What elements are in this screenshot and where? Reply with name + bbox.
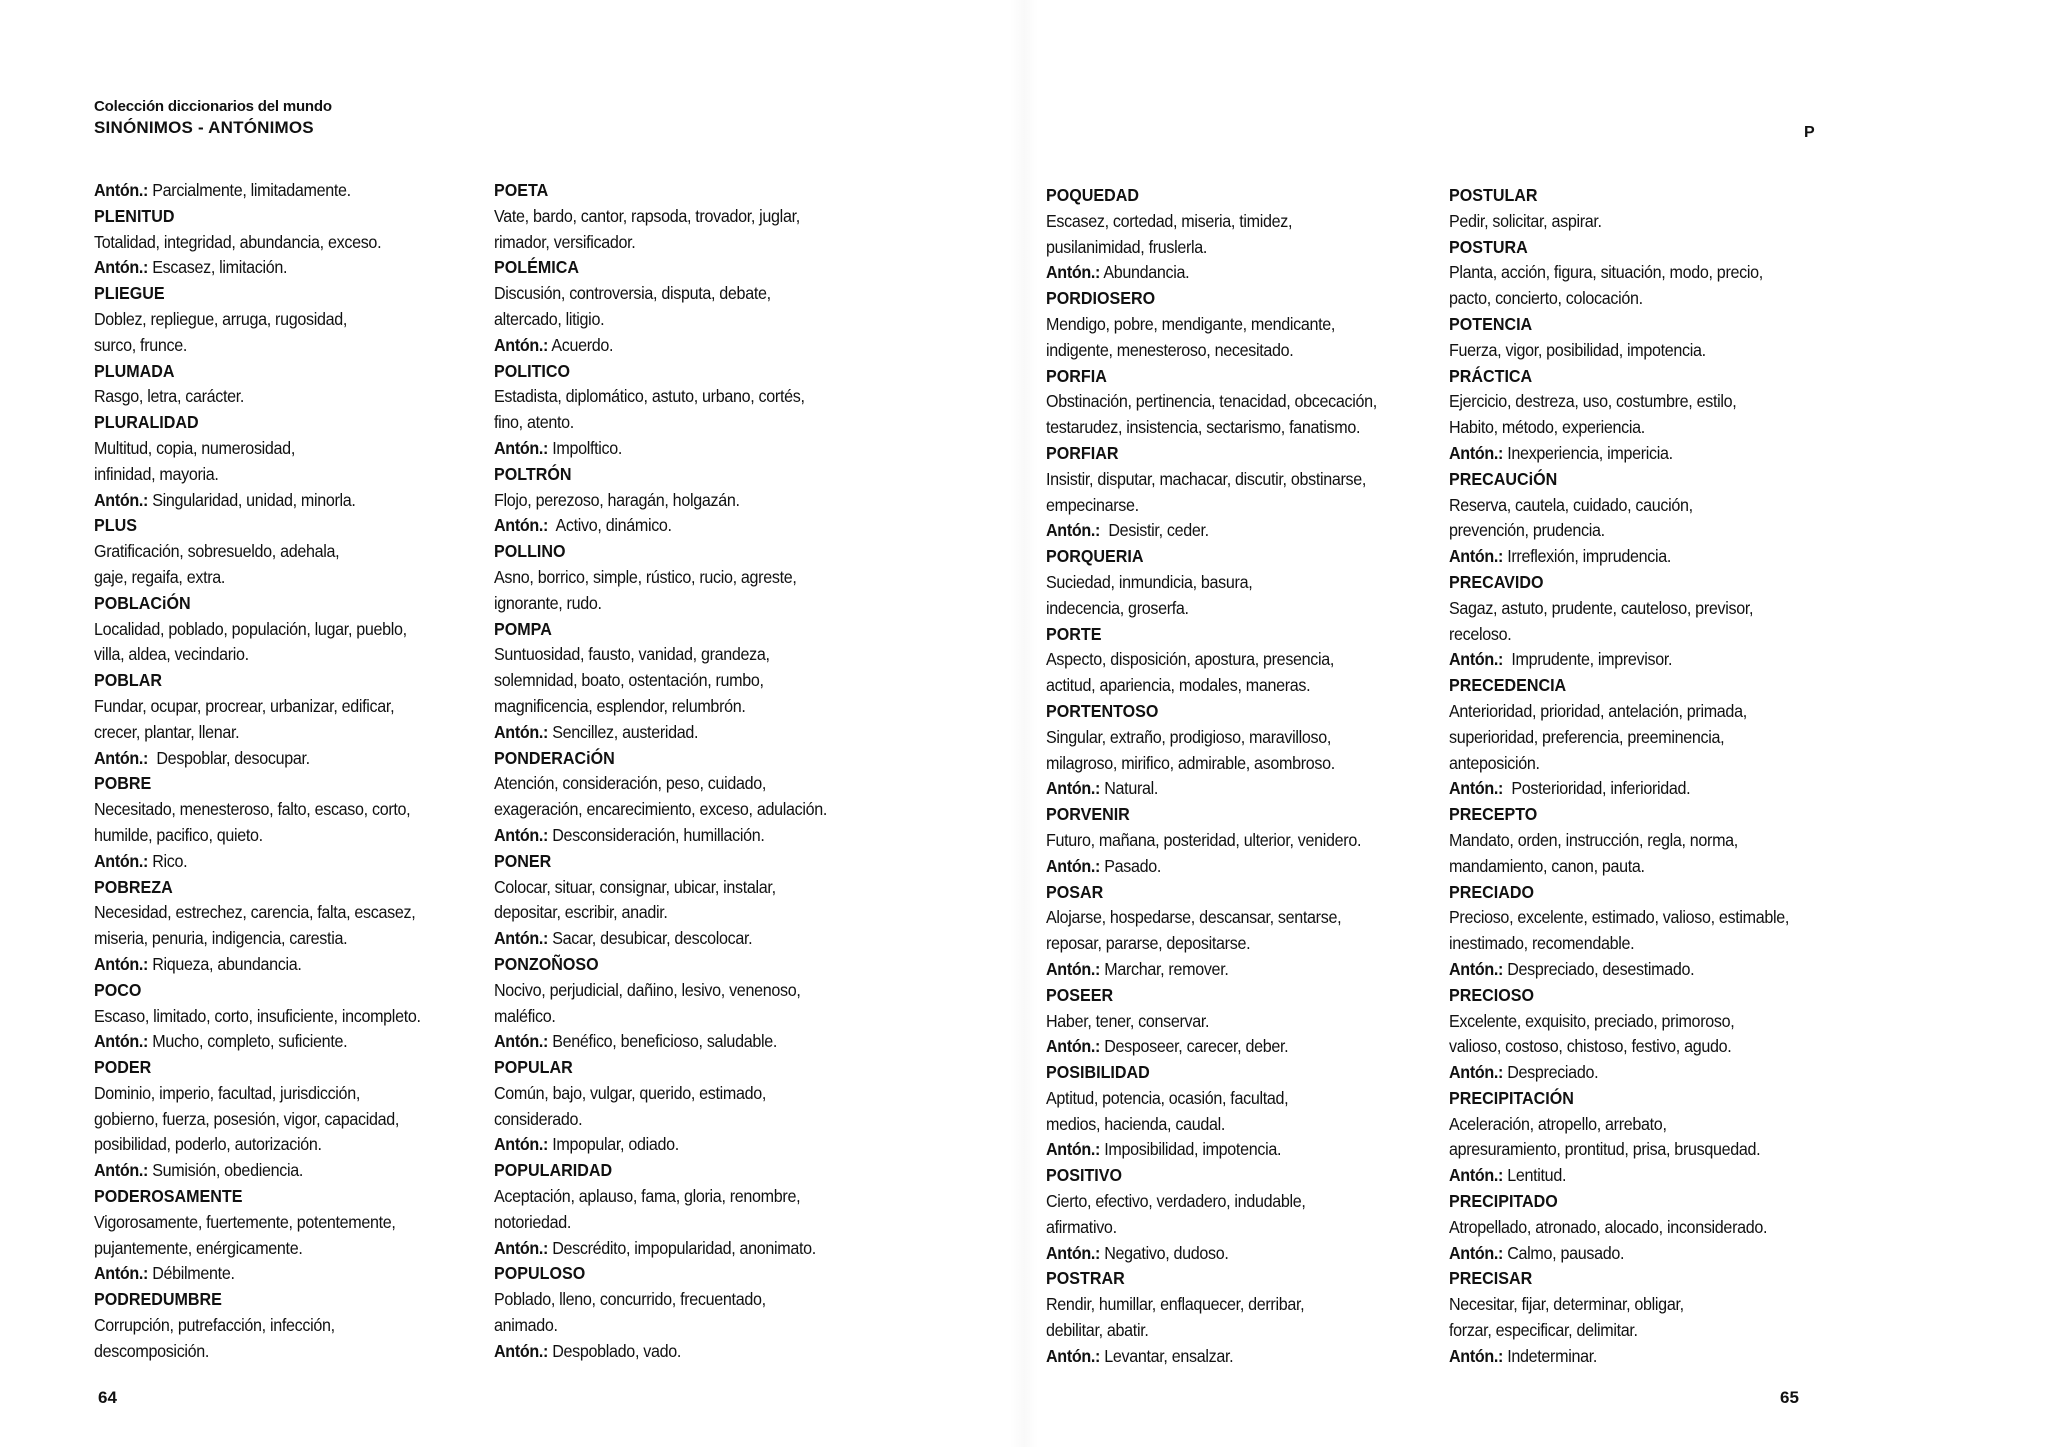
section-letter: P [1804, 124, 1815, 141]
entry-headword: POSIBILIDAD [1046, 1062, 1150, 1083]
antonym-label: Antón.: [494, 1031, 549, 1052]
synonyms-line: Habito, método, experiencia. [1449, 417, 1645, 438]
antonym-label: Antón.: [94, 180, 149, 200]
antonyms-line [494, 823, 844, 849]
synonyms-line: afirmativo. [1046, 1216, 1117, 1237]
antonyms-line [94, 746, 444, 772]
synonyms-line: Aspecto, disposición, apostura, presencia, [1046, 649, 1335, 670]
antonyms-line [1046, 518, 1396, 544]
entry-headword: PRECIPITACIÓN [1449, 1087, 1574, 1108]
entry-headword: PORVENIR [1046, 804, 1130, 825]
antonyms-line [494, 333, 844, 359]
antonym-list: Desconsideración, humillación. [548, 824, 765, 845]
antonyms-line [494, 720, 844, 746]
entry-headword: PORQUERIA [1046, 546, 1144, 567]
antonym-list: Impopular, odiado. [548, 1134, 679, 1155]
antonyms-line [1449, 1060, 1799, 1086]
antonym-label: Antón.: [1046, 1036, 1101, 1057]
synonyms-line: Fundar, ocupar, procrear, urbanizar, edificar, [94, 695, 395, 716]
synonyms-line: Aceptación, aplauso, fama, gloria, renombre, [494, 1186, 801, 1207]
synonyms-line: fino, atento. [494, 412, 574, 433]
entry-headword: POSTULAR [1449, 185, 1538, 205]
synonyms-line: Atención, consideración, peso, cuidado, [494, 773, 767, 794]
antonyms-line [494, 1236, 844, 1262]
synonyms-line: pacto, concierto, colocación. [1449, 288, 1643, 309]
synonyms-line: Vate, bardo, cantor, rapsoda, trovador, juglar, [494, 205, 800, 226]
synonyms-line: Escaso, limitado, corto, insuficiente, incompleto. [94, 1005, 421, 1026]
antonyms-line [94, 1158, 444, 1184]
antonyms-line [1449, 544, 1799, 570]
synonyms-line: Mandato, orden, instrucción, regla, norma, [1449, 829, 1738, 850]
synonyms-line: Planta, acción, figura, situación, modo, precio, [1449, 262, 1763, 283]
antonym-list: Débilmente. [148, 1263, 235, 1284]
antonyms-line [94, 255, 444, 281]
right-page-column-1 [1046, 183, 1426, 1370]
antonym-label: Antón.: [494, 928, 549, 949]
antonym-label: Antón.: [1449, 442, 1504, 463]
antonym-label: Antón.: [1449, 778, 1504, 799]
antonym-label: Antón.: [494, 515, 549, 536]
entry-headword: PRECIPITADO [1449, 1191, 1558, 1212]
synonyms-line: Precioso, excelente, estimado, valioso, estimable, [1449, 907, 1790, 928]
antonym-list: Despoblado, vado. [548, 1340, 682, 1361]
entry-headword: POBLACiÓN [94, 592, 191, 613]
antonym-list: Pasado. [1100, 855, 1162, 876]
antonym-list: Despreciado, desestimado. [1503, 958, 1695, 979]
antonym-list: Imposibilidad, impotencia. [1100, 1139, 1282, 1160]
antonyms-line [94, 178, 444, 204]
synonyms-line: miseria, penuria, indigencia, carestia. [94, 928, 348, 949]
antonym-label: Antón.: [94, 1160, 149, 1181]
synonyms-line: Dominio, imperio, facultad, jurisdicción, [94, 1082, 360, 1103]
entry-headword: POLITICO [494, 360, 571, 381]
antonyms-line [1449, 1344, 1799, 1370]
antonym-label: Antón.: [1449, 958, 1504, 979]
entry-headword: PRECAVIDO [1449, 571, 1544, 592]
antonym-list: Negativo, dudoso. [1100, 1242, 1229, 1263]
antonyms-line [494, 436, 844, 462]
entry-headword: POSITIVO [1046, 1165, 1123, 1186]
synonyms-line: Rasgo, letra, carácter. [94, 386, 245, 407]
antonym-list: Descrédito, impopularidad, anonimato. [548, 1237, 816, 1258]
synonyms-line: prevención, prudencia. [1449, 520, 1605, 541]
entry-headword: PRECIADO [1449, 881, 1534, 902]
entry-headword: PORFIA [1046, 365, 1107, 386]
antonyms-line [1046, 957, 1396, 983]
synonyms-line: valioso, costoso, chistoso, festivo, agudo. [1449, 1036, 1732, 1057]
antonym-list: Irreflexión, imprudencia. [1503, 546, 1671, 567]
synonyms-line: villa, aldea, vecindario. [94, 644, 249, 665]
synonyms-line: Atropellado, atronado, alocado, inconsiderado. [1449, 1216, 1768, 1237]
synonyms-line: apresuramiento, prontitud, prisa, brusquedad. [1449, 1139, 1761, 1160]
antonym-list: Abundancia. [1100, 262, 1190, 283]
synonyms-line: Estadista, diplomático, astuto, urbano, cortés, [494, 386, 805, 407]
synonyms-line: Futuro, mañana, posteridad, ulterior, venidero. [1046, 829, 1362, 850]
antonym-list: Calmo, pausado. [1503, 1242, 1625, 1263]
entry-headword: PONZOÑOSO [494, 953, 599, 974]
synonyms-line: Cierto, efectivo, verdadero, indudable, [1046, 1191, 1306, 1212]
antonym-label: Antón.: [94, 489, 149, 510]
antonym-label: Antón.: [94, 1263, 149, 1284]
antonyms-line [1046, 260, 1396, 286]
entry-headword: PODREDUMBRE [94, 1289, 222, 1310]
synonyms-line: anteposición. [1449, 752, 1540, 773]
entry-headword: PLIEGUE [94, 283, 165, 304]
synonyms-line: Gratificación, sobresueldo, adehala, [94, 541, 340, 562]
antonym-label: Antón.: [94, 953, 149, 974]
entry-headword: PRECEDENCIA [1449, 675, 1567, 696]
antonym-list: Acuerdo. [548, 334, 614, 355]
antonyms-line [494, 1029, 844, 1055]
antonyms-line [94, 488, 444, 514]
synonyms-line: inestimado, recomendable. [1449, 933, 1635, 954]
antonym-label: Antón.: [1449, 1165, 1504, 1186]
synonyms-line: superioridad, preferencia, preeminencia, [1449, 726, 1725, 747]
antonyms-line [494, 1132, 844, 1158]
entry-headword: PRÁCTICA [1449, 365, 1533, 386]
antonym-list: Despoblar, desocupar. [148, 747, 310, 768]
antonym-list: Sacar, desubicar, descolocar. [548, 928, 753, 949]
synonyms-line: gobierno, fuerza, posesión, vigor, capacidad, [94, 1108, 400, 1129]
antonym-label: Antón.: [1046, 520, 1101, 541]
antonym-label: Antón.: [494, 1237, 549, 1258]
antonym-list: Singularidad, unidad, minorla. [148, 489, 356, 510]
antonym-list: Impolftico. [548, 437, 623, 458]
entry-headword: PODER [94, 1057, 152, 1078]
synonyms-line: empecinarse. [1046, 494, 1139, 515]
synonyms-line: posibilidad, poderlo, autorización. [94, 1134, 322, 1155]
synonyms-line: actitud, apariencia, modales, maneras. [1046, 675, 1311, 696]
entry-headword: PLUMADA [94, 360, 175, 381]
collection-name: Colección diccionarios del mundo [94, 98, 332, 115]
antonym-list: Posterioridad, inferioridad. [1503, 778, 1691, 799]
antonyms-line [94, 952, 444, 978]
right-page-column-2 [1449, 183, 1829, 1370]
synonyms-line: Necesidad, estrechez, carencia, falta, escasez, [94, 902, 416, 923]
synonyms-line: Multitud, copia, numerosidad, [94, 437, 295, 458]
left-page-column-1 [94, 178, 474, 1365]
synonyms-line: infinidad, mayoria. [94, 463, 219, 484]
entry-headword: POQUEDAD [1046, 185, 1140, 205]
synonyms-line: Poblado, lleno, concurrido, frecuentado, [494, 1289, 766, 1310]
entry-headword: POPULOSO [494, 1263, 586, 1284]
synonyms-line: pujantemente, enérgicamente. [94, 1237, 303, 1258]
entry-headword: POTENCIA [1449, 313, 1533, 334]
entry-headword: PORTE [1046, 623, 1102, 644]
synonyms-line: solemnidad, boato, ostentación, rumbo, [494, 670, 764, 691]
synonyms-line: animado. [494, 1315, 558, 1336]
synonyms-line: ignorante, rudo. [494, 592, 602, 613]
entry-headword: PRECEPTO [1449, 804, 1538, 825]
entry-headword: PORTENTOSO [1046, 700, 1159, 721]
synonyms-line: Flojo, perezoso, haragán, holgazán. [494, 489, 740, 510]
entry-headword: POSTRAR [1046, 1268, 1125, 1289]
antonyms-line [1046, 1034, 1396, 1060]
antonym-label: Antón.: [1449, 546, 1504, 567]
antonym-list: Indeterminar. [1503, 1345, 1598, 1366]
page-number-left: 64 [98, 1388, 117, 1407]
antonym-label: Antón.: [494, 1340, 549, 1361]
synonyms-line: Vigorosamente, fuertemente, potentemente, [94, 1211, 396, 1232]
antonyms-line [1046, 1137, 1396, 1163]
synonyms-line: magnificencia, esplendor, relumbrón. [494, 695, 746, 716]
synonyms-line: Corrupción, putrefacción, infección, [94, 1315, 335, 1336]
synonyms-line: Singular, extraño, prodigioso, maravilloso, [1046, 726, 1332, 747]
synonyms-line: mandamiento, canon, pauta. [1449, 855, 1645, 876]
antonym-list: Benéfico, beneficioso, saludable. [548, 1031, 778, 1052]
antonym-list: Levantar, ensalzar. [1100, 1345, 1234, 1366]
antonyms-line [1046, 1241, 1396, 1267]
antonym-label: Antón.: [494, 721, 549, 742]
antonym-label: Antón.: [1449, 1062, 1504, 1083]
entry-headword: PLENITUD [94, 205, 175, 226]
synonyms-line: Haber, tener, conservar. [1046, 1010, 1210, 1031]
antonyms-line [494, 1339, 844, 1365]
book-title: SINÓNIMOS - ANTÓNIMOS [94, 118, 314, 137]
antonym-label: Antón.: [494, 437, 549, 458]
antonyms-line [1449, 776, 1799, 802]
synonyms-line: Fuerza, vigor, posibilidad, impotencia. [1449, 339, 1706, 360]
antonym-label: Antón.: [1046, 262, 1101, 283]
synonyms-line: Común, bajo, vulgar, querido, estimado, [494, 1082, 767, 1103]
antonym-list: Rico. [148, 850, 188, 871]
antonym-label: Antón.: [1046, 1139, 1101, 1160]
antonym-list: Parcialmente, limitadamente. [148, 180, 351, 200]
antonyms-line [1449, 1241, 1799, 1267]
antonyms-line [494, 926, 844, 952]
synonyms-line: Pedir, solicitar, aspirar. [1449, 210, 1602, 231]
synonyms-line: depositar, escribir, anadir. [494, 902, 668, 923]
antonyms-line [1046, 776, 1396, 802]
synonyms-line: pusilanimidad, fruslerla. [1046, 236, 1208, 257]
antonym-list: Desposeer, carecer, deber. [1100, 1036, 1289, 1057]
entry-headword: POLTRÓN [494, 463, 572, 484]
synonyms-line: Aceleración, atropello, arrebato, [1449, 1113, 1667, 1134]
entry-headword: POPULAR [494, 1057, 573, 1078]
antonym-label: Antón.: [1046, 958, 1101, 979]
antonym-list: Riqueza, abundancia. [148, 953, 302, 974]
synonyms-line: Asno, borrico, simple, rústico, rucio, agreste, [494, 566, 797, 587]
synonyms-line: Alojarse, hospedarse, descansar, sentarse, [1046, 907, 1342, 928]
entry-headword: POCO [94, 979, 142, 1000]
antonym-list: Escasez, limitación. [148, 257, 288, 278]
entry-headword: POSTURA [1449, 236, 1528, 257]
synonyms-line: reposar, pararse, depositarse. [1046, 933, 1251, 954]
antonym-label: Antón.: [94, 1031, 149, 1052]
entry-headword: PONDERACiÓN [494, 747, 615, 768]
synonyms-line: Sagaz, astuto, prudente, cauteloso, previsor, [1449, 597, 1754, 618]
synonyms-line: Reserva, cautela, cuidado, caución, [1449, 494, 1693, 515]
entry-headword: PRECISAR [1449, 1268, 1533, 1289]
synonyms-line: forzar, especificar, delimitar. [1449, 1320, 1638, 1341]
synonyms-line: Suntuosidad, fausto, vanidad, grandeza, [494, 644, 770, 665]
synonyms-line: Aptitud, potencia, ocasión, facultad, [1046, 1087, 1289, 1108]
antonym-label: Antón.: [1449, 649, 1504, 670]
entry-headword: PODEROSAMENTE [94, 1186, 243, 1207]
entry-headword: POBRE [94, 773, 152, 794]
entry-headword: PRECIOSO [1449, 984, 1534, 1005]
synonyms-line: considerado. [494, 1108, 583, 1129]
antonym-label: Antón.: [1449, 1345, 1504, 1366]
synonyms-line: Doblez, repliegue, arruga, rugosidad, [94, 308, 348, 329]
entry-headword: PORDIOSERO [1046, 288, 1156, 309]
synonyms-line: Necesitado, menesteroso, falto, escaso, corto, [94, 799, 411, 820]
synonyms-line: rimador, versificador. [494, 231, 636, 252]
antonyms-line [94, 849, 444, 875]
synonyms-line: testarudez, insistencia, sectarismo, fanatismo. [1046, 417, 1361, 438]
antonym-label: Antón.: [94, 257, 149, 278]
antonym-label: Antón.: [94, 747, 149, 768]
antonym-list: Marchar, remover. [1100, 958, 1229, 979]
synonyms-line: surco, frunce. [94, 334, 188, 355]
entry-headword: PLUS [94, 515, 137, 536]
entry-headword: POBLAR [94, 670, 162, 691]
antonyms-line [94, 1029, 444, 1055]
antonyms-line [1046, 1344, 1396, 1370]
entry-headword: POSEER [1046, 984, 1114, 1005]
antonym-list: Mucho, completo, suficiente. [148, 1031, 348, 1052]
synonyms-line: Anterioridad, prioridad, antelación, primada, [1449, 700, 1747, 721]
synonyms-line: Suciedad, inmundicia, basura, [1046, 571, 1253, 592]
antonyms-line [1449, 441, 1799, 467]
antonym-list: Lentitud. [1503, 1165, 1567, 1186]
antonym-label: Antón.: [1046, 855, 1101, 876]
synonyms-line: indigente, menesteroso, necesitado. [1046, 339, 1294, 360]
antonym-label: Antón.: [94, 850, 149, 871]
synonyms-line: Mendigo, pobre, mendigante, mendicante, [1046, 313, 1336, 334]
synonyms-line: indecencia, groserfa. [1046, 597, 1189, 618]
page-number-right: 65 [1780, 1388, 1799, 1407]
antonym-label: Antón.: [1046, 1242, 1101, 1263]
antonyms-line [1449, 1163, 1799, 1189]
synonyms-line: Necesitar, fijar, determinar, obligar, [1449, 1294, 1684, 1315]
entry-headword: PLURALIDAD [94, 412, 199, 433]
antonym-label: Antón.: [494, 334, 549, 355]
antonym-label: Antón.: [1046, 1345, 1101, 1366]
entry-headword: POPULARIDAD [494, 1160, 613, 1181]
antonyms-line [1046, 854, 1396, 880]
antonym-label: Antón.: [494, 824, 549, 845]
synonyms-line: Insistir, disputar, machacar, discutir, obstinarse, [1046, 468, 1367, 489]
entry-headword: POMPA [494, 618, 552, 639]
antonym-list: Sencillez, austeridad. [548, 721, 699, 742]
synonyms-line: Rendir, humillar, enflaquecer, derribar, [1046, 1294, 1305, 1315]
synonyms-line: Nocivo, perjudicial, dañino, lesivo, venenoso, [494, 979, 801, 1000]
entry-headword: POETA [494, 180, 549, 200]
entry-headword: POBREZA [94, 876, 173, 897]
synonyms-line: Discusión, controversia, disputa, debate, [494, 283, 771, 304]
synonyms-line: receloso. [1449, 623, 1512, 644]
antonym-list: Inexperiencia, impericia. [1503, 442, 1673, 463]
antonyms-line [1449, 647, 1799, 673]
synonyms-line: Totalidad, integridad, abundancia, exceso. [94, 231, 382, 252]
synonyms-line: notoriedad. [494, 1211, 572, 1232]
synonyms-line: Ejercicio, destreza, uso, costumbre, estilo, [1449, 391, 1737, 412]
antonym-list: Despreciado. [1503, 1062, 1599, 1083]
synonyms-line: Escasez, cortedad, miseria, timidez, [1046, 210, 1293, 231]
antonym-list: Sumisión, obediencia. [148, 1160, 303, 1181]
entry-headword: POSAR [1046, 881, 1104, 902]
synonyms-line: humilde, pacifico, quieto. [94, 824, 263, 845]
antonyms-line [1449, 957, 1799, 983]
entry-headword: POLÉMICA [494, 257, 579, 278]
synonyms-line: exageración, encarecimiento, exceso, adulación. [494, 799, 828, 820]
antonyms-line [94, 1261, 444, 1287]
synonyms-line: Excelente, exquisito, preciado, primoroso, [1449, 1010, 1735, 1031]
antonym-list: Activo, dinámico. [548, 515, 672, 536]
antonyms-line [494, 513, 844, 539]
synonyms-line: Colocar, situar, consignar, ubicar, instalar, [494, 876, 776, 897]
entry-headword: PRECAUCiÓN [1449, 468, 1558, 489]
synonyms-line: Obstinación, pertinencia, tenacidad, obcecación, [1046, 391, 1377, 412]
synonyms-line: debilitar, abatir. [1046, 1320, 1149, 1341]
entry-headword: PORFIAR [1046, 442, 1119, 463]
synonyms-line: maléfico. [494, 1005, 556, 1026]
antonym-list: Natural. [1100, 778, 1159, 799]
synonyms-line: Localidad, poblado, populación, lugar, pueblo, [94, 618, 407, 639]
antonym-list: Imprudente, imprevisor. [1503, 649, 1673, 670]
antonym-list: Desistir, ceder. [1100, 520, 1209, 541]
entry-headword: POLLINO [494, 541, 566, 562]
synonyms-line: milagroso, mirifico, admirable, asombroso. [1046, 752, 1335, 773]
antonym-label: Antón.: [1449, 1242, 1504, 1263]
synonyms-line: crecer, plantar, llenar. [94, 721, 240, 742]
entry-headword: PONER [494, 850, 552, 871]
synonyms-line: altercado, litigio. [494, 308, 605, 329]
left-page-column-2 [494, 178, 874, 1365]
synonyms-line: gaje, regaifa, extra. [94, 566, 226, 587]
synonyms-line: medios, hacienda, caudal. [1046, 1113, 1226, 1134]
right-page [1024, 0, 2048, 1447]
antonym-label: Antón.: [1046, 778, 1101, 799]
synonyms-line: descomposición. [94, 1340, 210, 1361]
antonym-label: Antón.: [494, 1134, 549, 1155]
